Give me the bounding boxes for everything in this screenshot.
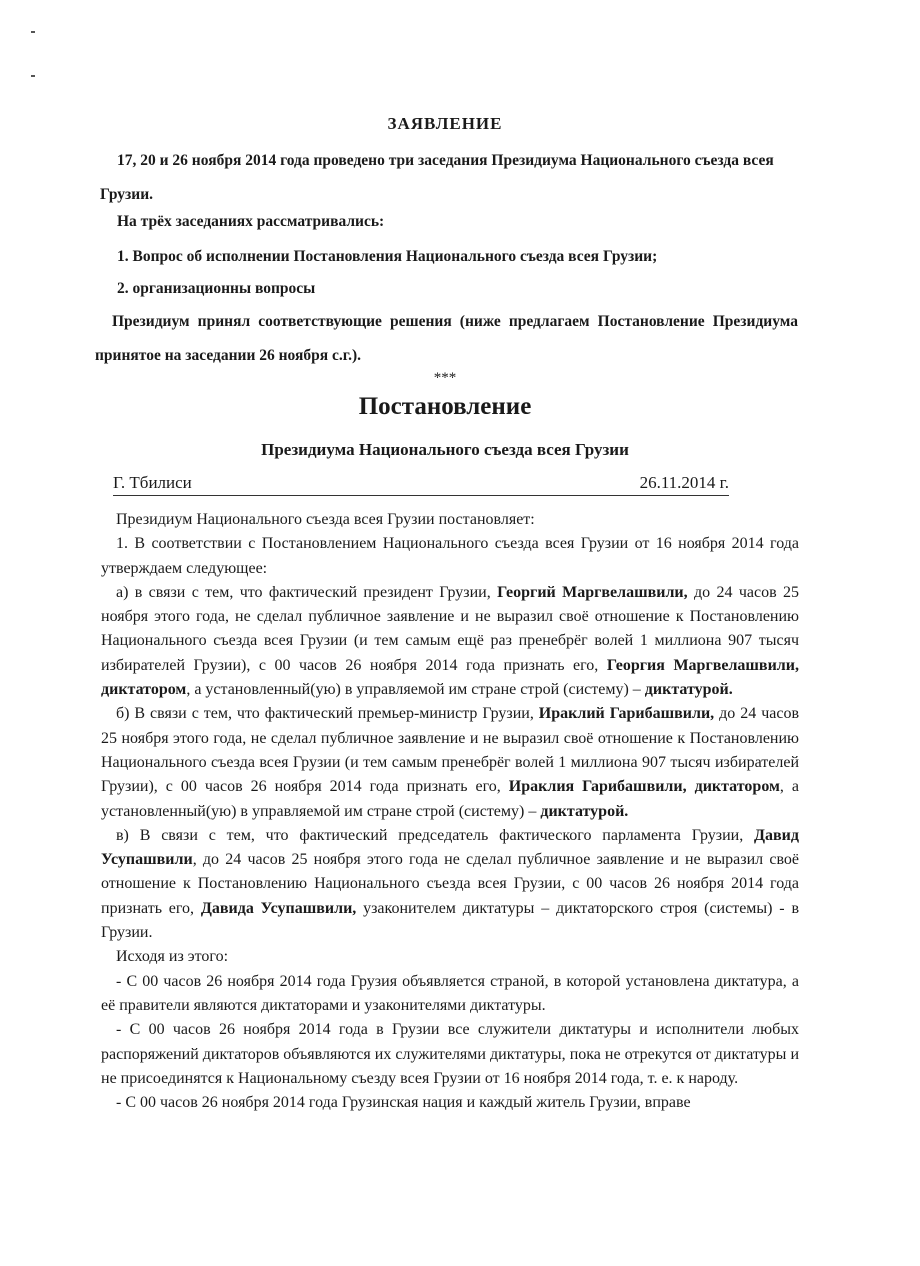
clause-v-text: узаконителем диктатуры – диктаторского строя (системы) - в Грузии. [101, 899, 799, 942]
clause-a-text: до 24 часов 25 ноября этого года, не сделал публичное заявление и не выразил своё отношение к Постановлению Национального съезда всея Грузии (и тем самым ещё раз пренебрёг волей 1 миллиона 907 тысяч избирателей Грузии), с 00 часов 26 ноября 2014 года признать его, [101, 583, 799, 674]
resolution-title: Постановление [358, 393, 532, 420]
separator: *** [433, 370, 457, 386]
clause-v [101, 824, 799, 945]
declaration-1: - С 00 часов 26 ноября 2014 года Грузия объявляется страной, в которой установлена диктатура, а её правители являются диктаторами и узаконителями диктатуры. [101, 972, 799, 1014]
clause-b-name: Ираклий Гарибашвили, [538, 705, 715, 723]
statement-paragraph-5: Президиум принял соответствующие решения (ниже предлагаем Постановление Президиума принятое на заседании 26 ноября с.г.). [95, 313, 798, 364]
clause-a-regime: диктатурой. [644, 681, 733, 699]
clause-v-verdict: Давида Усупашвили, [200, 899, 357, 917]
place-date-line [113, 471, 729, 496]
clause-a-name: Георгий Маргвелашвили, [497, 583, 688, 601]
clause-b-text: , а установленный(ую) в управляемой им стране строй (систему) – [101, 778, 799, 820]
clause-a [101, 581, 799, 702]
clause-b-verdict: Ираклия Гарибашвили, диктатором [508, 778, 780, 796]
clause-v-text: в) В связи с тем, что фактический председатель фактического парламента Грузии, [116, 826, 755, 844]
clause-v-text: , до 24 часов 25 ноября этого года не сделал публичное заявление и не выразил своё отношение к Постановлению Национального съезда всея Грузии, с 00 часов 26 ноября 2014 года признать его, [101, 851, 799, 917]
hence-line: Исходя из этого: [116, 948, 229, 966]
clause-a-text: , а установленный(ую) в управляемой им стране строй (систему) – [186, 681, 645, 699]
date: 26.11.2014 г. [639, 473, 729, 492]
clause-a-verdict: Георгия Маргвелашвили, диктатором [101, 656, 799, 699]
clause-b [101, 702, 799, 823]
city: Г. Тбилиси [113, 473, 192, 492]
resolution-subtitle: Президиума Национального съезда всея Грузии [261, 440, 629, 459]
clause-a-text: а) в связи с тем, что фактический президент Грузии, [116, 583, 498, 601]
clause-b-regime: диктатурой. [540, 802, 629, 820]
statement-paragraph-1: 17, 20 и 26 ноября 2014 года проведено три заседания Президиума Национального съезда всея Грузии. [100, 152, 774, 203]
statement-heading: ЗАЯВЛЕНИЕ [387, 114, 503, 133]
resolution-body [101, 508, 799, 1115]
scan-artifact [31, 31, 35, 33]
declaration-2: - С 00 часов 26 ноября 2014 года в Грузии все служители диктатуры и исполнители любых распоряжений диктаторов объявляются их служителями диктатуры, пока не отрекутся от диктатуры и не присоединятся к Национальному съезду всея Грузии от 16 ноября 2014 года, т. е. к народу. [101, 1021, 799, 1087]
body-point-1: 1. В соответствии с Постановлением Национального съезда всея Грузии от 16 ноября 2014 года утверждаем следующее: [101, 535, 799, 577]
body-intro: Президиум Национального съезда всея Грузии постановляет: [116, 511, 535, 528]
clause-v-name: Давид Усупашвили [101, 826, 799, 869]
declaration-3: - С 00 часов 26 ноября 2014 года Грузинская нация и каждый житель Грузии, вправе [116, 1094, 691, 1112]
statement-paragraph-4: 2. организационны вопросы [117, 280, 316, 297]
statement-paragraph-2: На трёх заседаниях рассматривались: [117, 213, 385, 230]
clause-b-text: б) В связи с тем, что фактический премьер-министр Грузии, [116, 705, 539, 723]
statement-paragraph-3: 1. Вопрос об исполнении Постановления Национального съезда всея Грузии; [117, 248, 658, 265]
scan-artifact [31, 75, 35, 77]
clause-b-text: до 24 часов 25 ноября этого года, не сделал публичное заявление и не выразил своё отношение к Постановлению Национального съезда всея Грузии (и тем самым пренебрёг волей 1 миллиона 907 тысяч избирателей Грузии), с 00 часов 26 ноября 2014 года признать его, [101, 705, 799, 796]
